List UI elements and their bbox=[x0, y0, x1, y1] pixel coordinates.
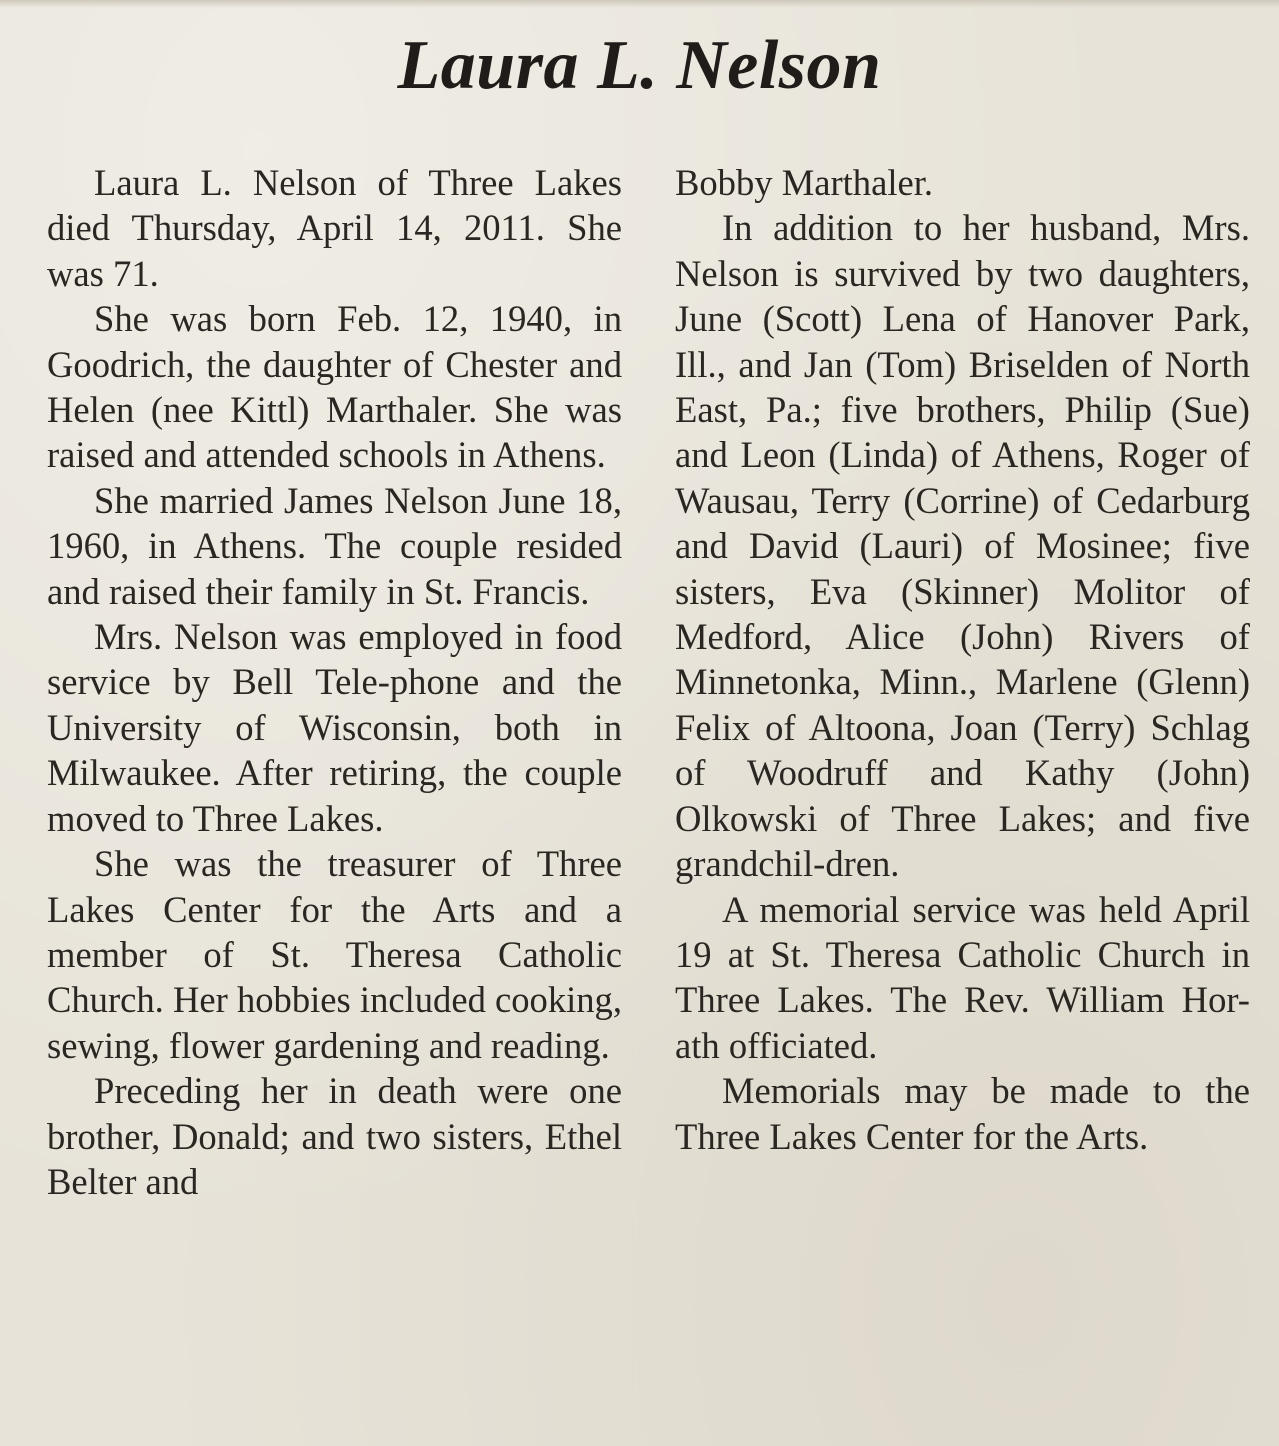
paragraph-survivors: In addition to her husband, Mrs. Nelson is survived by two daughters, June (Scott) Lena of Hanover Park, Ill., and Jan (Tom) Briselden of North East, Pa.; five brothers, Philip (Sue) and Leon (Linda) of Athens, Roger of Wausau, Terry (Corrine) of Cedarburg and David (Lauri) of Mosinee; five sisters, Eva (Skinner) Molitor of Medford, Alice (John) Rivers of Minnetonka, Minn., Marlene (Glenn) Felix of Altoona, Joan (Terry) Schlag of Woodruff and Kathy (John) Olkowski of Three Lakes; and five grandchil-dren. bbox=[675, 207, 1250, 885]
paragraph-marriage: She married James Nelson June 18, 1960, in Athens. The couple resided and raised their family in St. Francis. bbox=[47, 479, 622, 612]
paragraph-preceded-continued: Bobby Marthaler. bbox=[675, 162, 934, 203]
paragraph-preceded-in-death: Preceding her in death were one brother, Donald; and two sisters, Ethel Belter and bbox=[47, 1070, 622, 1202]
right-column bbox=[675, 160, 1250, 1159]
left-column bbox=[47, 160, 622, 1204]
paragraph-memorial-service: A memorial service was held April 19 at St. Theresa Catholic Church in Three Lakes. The Rev. William Hor-ath officiated. bbox=[675, 888, 1250, 1066]
paragraph-employment: Mrs. Nelson was employed in food service by Bell Tele-phone and the University of Wisconsin, both in Milwaukee. After retiring, the couple moved to Three Lakes. bbox=[47, 616, 622, 839]
paragraph-birth: She was born Feb. 12, 1940, in Goodrich, the daughter of Chester and Helen (nee Kittl) Marthaler. She was raised and attended schools in Athens. bbox=[47, 298, 622, 476]
clipping-edge bbox=[0, 0, 1279, 8]
paragraph-death-notice: Laura L. Nelson of Three Lakes died Thursday, April 14, 2011. She was 71. bbox=[47, 162, 622, 294]
paragraph-memorials: Memorials may be made to the Three Lakes Center for the Arts. bbox=[675, 1070, 1250, 1157]
paragraph-activities: She was the treasurer of Three Lakes Center for the Arts and a member of St. Theresa Catholic Church. Her hobbies included cooking, sewing, flower gardening and reading. bbox=[47, 843, 622, 1066]
obituary-title: Laura L. Nelson bbox=[397, 27, 882, 104]
